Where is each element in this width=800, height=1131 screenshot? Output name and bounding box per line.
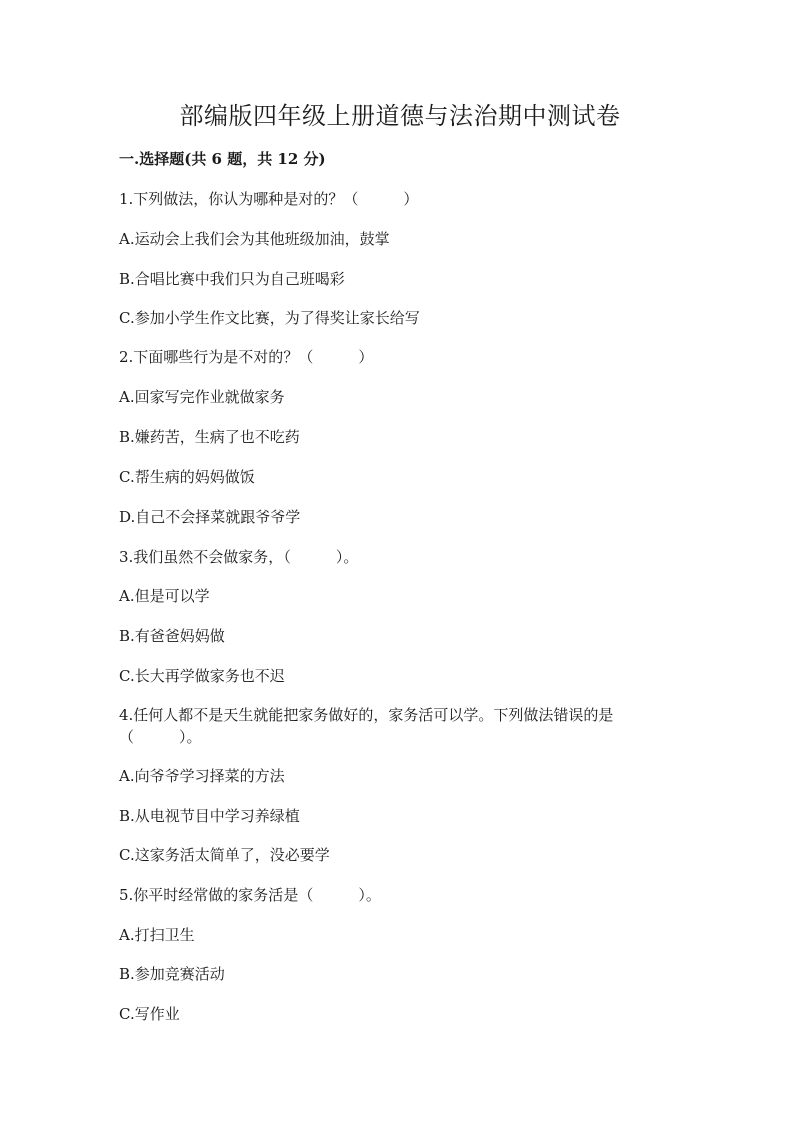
question-2-option-d: D.自己不会择菜就跟爷爷学 [119, 508, 301, 526]
question-1-option-c: C.参加小学生作文比赛，为了得奖让家长给写 [119, 309, 420, 327]
section-heading: 一.选择题(共 6 题，共 12 分) [119, 150, 326, 168]
question-4-option-c: C.这家务活太简单了，没必要学 [119, 846, 330, 864]
question-3-option-c: C.长大再学做家务也不迟 [119, 667, 285, 685]
question-3-stem: 3.我们虽然不会做家务，（ ）。 [119, 548, 359, 566]
question-1-stem: 1.下列做法，你认为哪种是对的？（ ） [119, 190, 419, 208]
question-2-option-c: C.帮生病的妈妈做饭 [119, 468, 255, 486]
question-4-option-b: B.从电视节目中学习养绿植 [119, 807, 300, 825]
page-title: 部编版四年级上册道德与法治期中测试卷 [179, 102, 621, 130]
question-2-stem: 2.下面哪些行为是不对的？（ ） [119, 348, 374, 366]
question-3-option-a: A.但是可以学 [119, 587, 210, 605]
question-5-option-b: B.参加竞赛活动 [119, 965, 225, 983]
question-4-option-a: A.向爷爷学习择菜的方法 [119, 767, 285, 785]
question-2-option-b: B.嫌药苦，生病了也不吃药 [119, 428, 300, 446]
question-1-option-a: A.运动会上我们会为其他班级加油，鼓掌 [119, 230, 390, 248]
question-5-option-a: A.打扫卫生 [119, 926, 195, 944]
question-2-option-a: A.回家写完作业就做家务 [119, 388, 285, 406]
question-5-stem: 5.你平时经常做的家务活是（ ）。 [119, 886, 381, 904]
question-3-option-b: B.有爸爸妈妈做 [119, 627, 225, 645]
question-5-option-c: C.写作业 [119, 1005, 180, 1023]
question-4-stem: 4.任何人都不是天生就能把家务做好的，家务活可以学。下列做法错误的是（ ）。 [119, 706, 614, 746]
question-1-option-b: B.合唱比赛中我们只为自己班喝彩 [119, 270, 345, 288]
